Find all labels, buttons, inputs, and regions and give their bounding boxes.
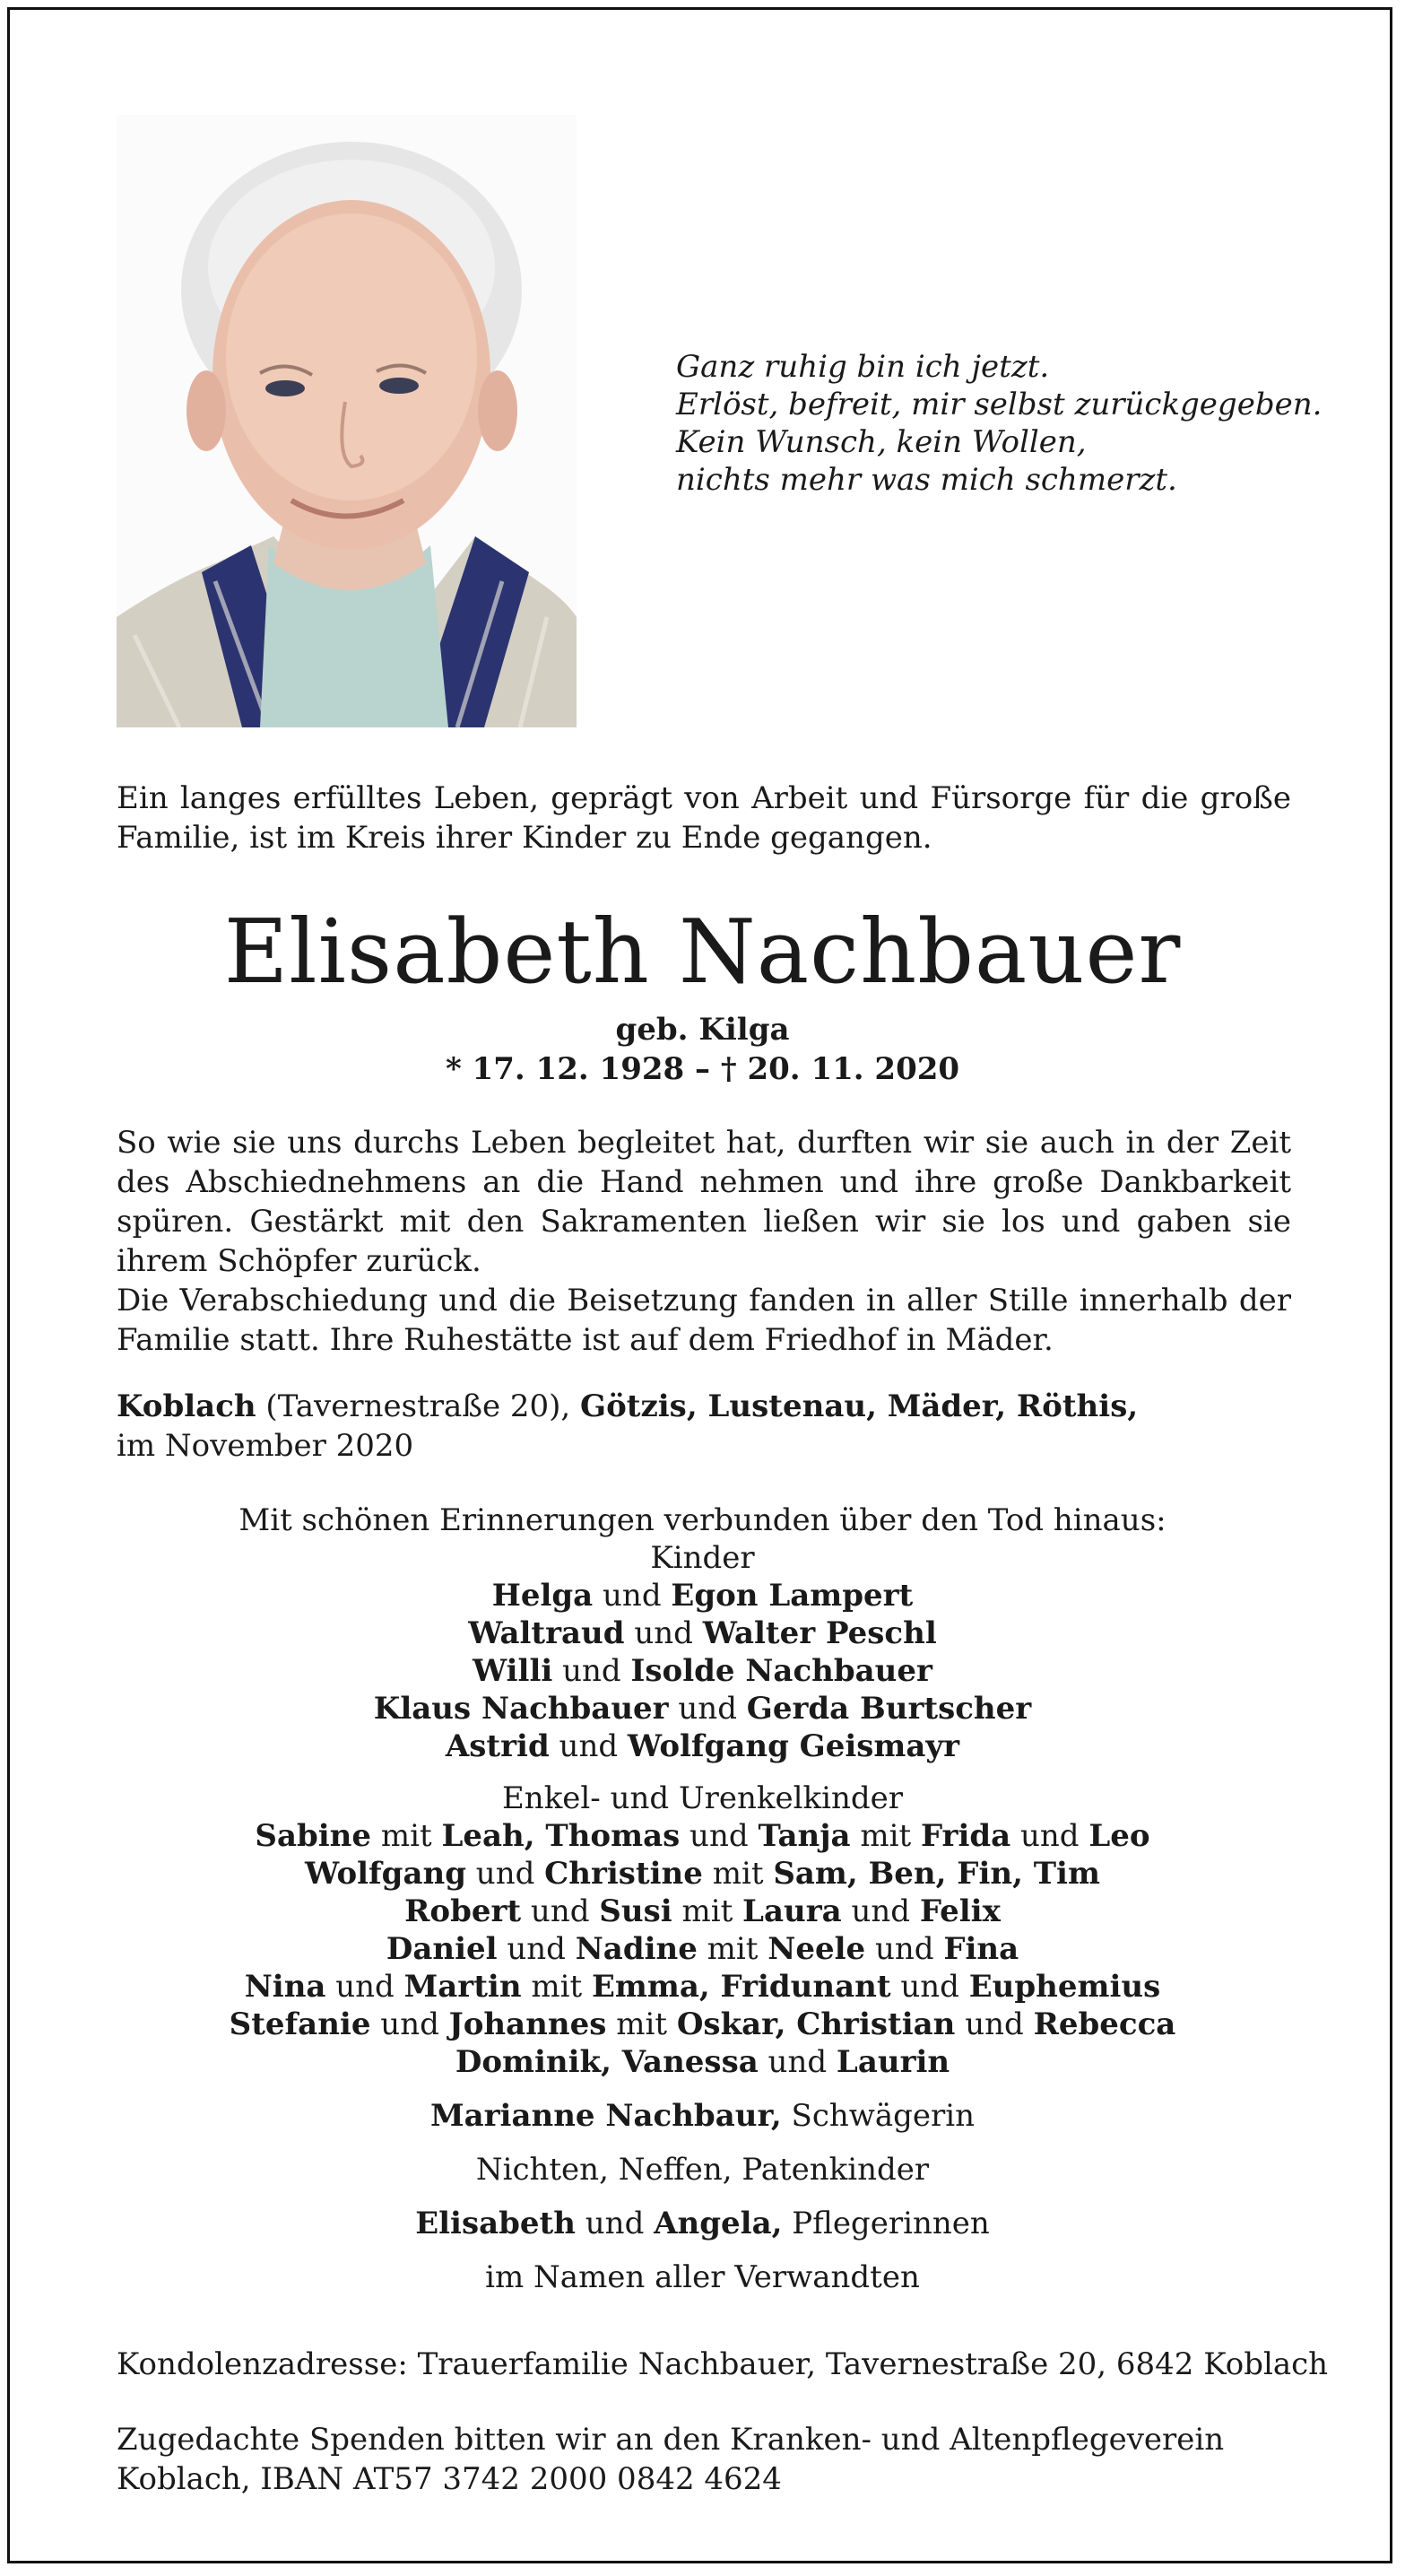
connector-text: mit [702,1856,774,1892]
list-item [0,1614,1405,1652]
connector-text: und [668,1691,747,1727]
name-text: Laurin [836,2044,950,2080]
connector-text: mit [371,1818,442,1854]
mourners-heading: Mit schönen Erinnerungen verbunden über den Tod hinaus: [239,1502,1166,1538]
connector-text: und [465,1856,545,1892]
list-item [0,2043,1405,2081]
list-item [0,2006,1405,2043]
name-text: Astrid [445,1728,550,1764]
name-text: Leo [1088,1818,1150,1854]
name-text: Emma, Fridunant [591,1969,891,2005]
place-address: (Tavernestraße 20), [256,1388,581,1424]
name-text: Laura [742,1893,842,1929]
list-item [0,1930,1405,1968]
connector-text: und [955,2006,1034,2042]
donation-note: Zugedachte Spenden bitten wir an den Kranken- und Altenpflegeverein Koblach, IBAN AT57 3742 2000 0842 4624 [117,2422,1225,2497]
place-and-date [117,1387,1291,1466]
connector-text: und [841,1893,920,1929]
connector-text: und [325,1969,404,2005]
name-text: Wolfgang [305,1856,466,1892]
deceased-details [0,1010,1405,1089]
name-text: Euphemius [968,1969,1161,2005]
list-item [0,1893,1405,1930]
portrait-icon [117,115,577,727]
name-text: Sabine [255,1818,372,1854]
poem-line: Kein Wunsch, kein Wollen, [676,424,1087,460]
name-text: Oskar, Christian [676,2006,956,2042]
name-text: Rebecca [1033,2006,1176,2042]
life-dates: * 17. 12. 1928 – † 20. 11. 2020 [445,1051,960,1087]
name-text: Daniel [386,1931,498,1967]
grandchildren-label: Enkel- und Urenkelkinder [501,1780,903,1816]
intro-text: Ein langes erfülltes Leben, geprägt von Arbeit und Fürsorge für die große Familie, ist im Kreis ihrer Kinder zu Ende gegangen. [117,780,1291,856]
connector-text: mit [850,1818,921,1854]
mourners-list [0,1501,1405,2296]
condolence-address: Kondolenzadresse: Trauerfamilie Nachbauer, Tavernestraße 20, 6842 Koblach [117,2346,1329,2382]
name-text: Walter Peschl [702,1615,937,1651]
name-text: Christine [544,1856,703,1892]
connector-text: und [552,1653,631,1689]
list-item [0,1855,1405,1893]
sister-in-law [0,2097,1405,2135]
name-text: Dominik, Vanessa [455,2044,759,2080]
name-text: Stefanie [229,2006,371,2042]
connector-text: und [521,1893,600,1929]
list-item [0,1727,1405,1765]
connector-text: und [624,1615,703,1651]
name-text: Nadine [575,1931,698,1967]
connector-text: mit [521,1969,592,2005]
name-text: Wolfgang Geismayr [627,1728,960,1764]
connector-text: und [865,1931,944,1967]
name-text: Marianne Nachbaur, [429,2098,782,2134]
caregivers [0,2205,1405,2242]
name-text: Waltraud [468,1615,625,1651]
body-paragraph: So wie sie uns durchs Leben begleitet hat, durften wir sie auch in der Zeit des Abschiednehmens an die Hand nehmen und ihre große Dankbarkeit spüren. Gestärkt mit den Sakramenten ließen wir sie los und gaben sie ihrem Schöpfer zurück. [117,1125,1291,1279]
name-text: Leah, Thomas [441,1818,681,1854]
name-text: Angela, [654,2206,783,2241]
children-label: Kinder [650,1540,755,1576]
name-text: Elisabeth [415,2206,576,2241]
place-town: Koblach [117,1388,256,1424]
name-text: Felix [919,1893,1001,1929]
connector-text: und [549,1728,628,1764]
list-item [0,1690,1405,1727]
poem [676,348,1322,499]
connector-text: und [497,1931,576,1967]
list-item [0,1577,1405,1614]
connector-text: und [575,2206,655,2241]
connector-text: und [758,2044,837,2080]
body-text [117,1123,1291,1360]
connector-text: und [680,1818,759,1854]
place-date: im November 2020 [117,1428,414,1464]
name-text: Susi [599,1893,672,1929]
list-item [0,1817,1405,1855]
connector-text: und [370,2006,449,2042]
list-item [0,1652,1405,1690]
relatives: Nichten, Neffen, Patenkinder [475,2152,930,2188]
connector-text: und [1010,1818,1089,1854]
connector-text: und [890,1969,969,2005]
connector-text: mit [606,2006,677,2042]
name-text: Frida [920,1818,1011,1854]
name-text: Nina [244,1969,326,2005]
name-text: Helga [491,1578,594,1614]
name-text: Fina [943,1931,1019,1967]
poem-line: Erlöst, befreit, mir selbst zurückgegeben. [676,387,1323,422]
maiden-name: geb. Kilga [615,1012,790,1048]
name-text: Johannes [448,2006,607,2042]
poem-line: nichts mehr was mich schmerzt. [676,462,1177,498]
name-text: Martin [403,1969,522,2005]
name-text: Egon Lampert [671,1578,914,1614]
connector-text: und [593,1578,672,1614]
name-text: Isolde Nachbauer [630,1653,932,1689]
connector-text: Pflegerinnen [782,2206,990,2241]
portrait-photo [117,115,577,727]
place-line [117,1387,1291,1426]
name-text: Neele [768,1931,866,1967]
name-text: Sam, Ben, Fin, Tim [773,1856,1100,1892]
name-text: Gerda Burtscher [746,1691,1032,1727]
place-towns: Götzis, Lustenau, Mäder, Röthis, [580,1388,1139,1424]
deceased-name: Elisabeth Nachbauer [223,901,1182,1004]
closing-line: im Namen aller Verwandten [485,2259,920,2295]
body-paragraph: Die Verabschiedung und die Beisetzung fanden in aller Stille innerhalb der Familie statt. Ihre Ruhestätte ist auf dem Friedhof in Mäder. [117,1283,1291,1358]
connector-text: mit [672,1893,743,1929]
name-text: Klaus Nachbauer [373,1691,669,1727]
poem-line: Ganz ruhig bin ich jetzt. [676,349,1050,385]
connector-text: mit [697,1931,768,1967]
name-text: Willi [473,1653,553,1689]
list-item [0,1968,1405,2006]
name-text: Robert [404,1893,522,1929]
connector-text: Schwägerin [781,2098,976,2134]
name-text: Tanja [758,1818,851,1854]
